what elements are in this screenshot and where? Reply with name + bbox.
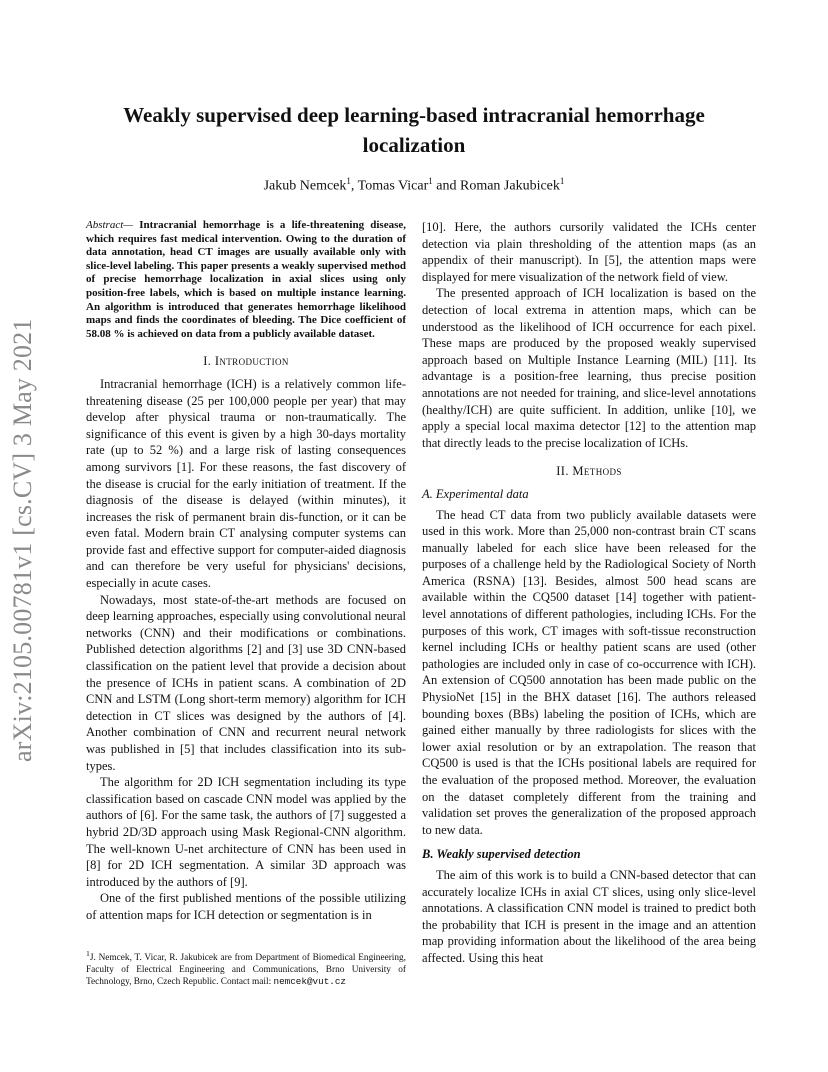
abstract-label: Abstract— [86, 219, 134, 231]
affiliation-mark: 1 [559, 176, 565, 186]
footnote-text: J. Nemcek, T. Vicar, R. Jakubicek are from Department of Biomedical Engineering, Faculty of Electrical Engineering and Communications, Brno University of Technology, Brno, Czech Republic. Contact mail: [86, 953, 406, 987]
paragraph: The algorithm for 2D ICH segmentation including its type classification based on cascade CNN model was applied by the authors of [6]. For the same task, the authors of [7] suggested a hybrid 2D/3D approach using Mask Regional-CNN algorithm. The well-known U-net architecture of CNN has been used in [8] for 2D ICH segmentation. A similar 3D approach was introduced by the authors of [9]. [86, 775, 406, 889]
affiliation-footnote [86, 948, 406, 988]
paragraph: Nowadays, most state-of-the-art methods are focused on deep learning approaches, especially using convolutional neural networks (CNN) and their modifications or combinations. Published detection algorithms [2] and [3] use 3D CNN-based classification on the patient level that provide a decision about the presence of ICHs in patient scans. A combination of 2D CNN and LSTM (Long short-term memory) algorithm for ICH detection in CT slices was designed by the authors of [4]. Another combination of CNN and recurrent neural network was published in [5] that includes classification into its sub-types. [86, 592, 406, 773]
subsection-heading: B. Weakly supervised detection [422, 847, 581, 862]
paragraph: [10]. Here, the authors cursorily validated the ICHs center detection via plain thresholding of the attention maps (as an appendix of their manuscript). In [5], the attention maps were displayed for mere visualization of the network field of view. [422, 220, 756, 284]
arxiv-identifier: arXiv:2105.00781v1 [cs.CV] 3 May 2021 [8, 318, 37, 762]
paragraph: The head CT data from two publicly available datasets were used in this work. More than 25,000 non-contrast brain CT scans manually labeled for each slice have been released for the purposes of a challenge held by the Radiological Society of North America (RSNA) [13]. Besides, almost 500 head scans are available within the CQ500 dataset [14] together with patient-level annotations of different pathologies, including ICHs. For the purposes of this work, CT images with soft-tissue reconstruction kernel including ICHs or healthy patient scans are used (other pathologies are included only in case of co-occurrence with ICH). An extension of CQ500 annotation has been made public on the PhysioNet [15] in the BHX dataset [16]. The authors released bounding boxes (BBs) labeling the position of ICHs, which are gained either manually by three radiologists for slices with the lower axial resolution or by an extrapolation. The reason that CQ500 is used is that the ICHs positional labels are required for the evaluation of the proposed method. Moreover, the evaluation on the dataset completely different from the training and validation set proves the generalization of the proposed approach to new data. [422, 507, 756, 837]
paragraph: Intracranial hemorrhage (ICH) is a relatively common life-threatening disease (25 per 100,000 people per year) that may develop after physical trauma or non-traumatically. The significance of this event is given by a high 30-days mortality rate (up to 52 %) and a large risk of lasting consequences among survivors [1]. For these reasons, the fast discovery of the disease is crucial for the early initiation of treatment. If the diagnosis of the disease is delayed (within minutes), it increases the risk of permanent brain dis-function, or it can be even fatal. Modern brain CT analysing computer systems can provide fast and effective support for computer-aided diagnosis and can therefore be very useful for physicians' decisions, especially in acute cases. [86, 376, 406, 591]
affiliation-mark: 1 [428, 176, 433, 186]
author-list [90, 176, 738, 195]
author-name: Jakub Nemcek [263, 178, 347, 194]
left-column [86, 219, 406, 924]
subsection-heading: A. Experimental data [422, 486, 529, 501]
contact-email[interactable]: nemcek@vut.cz [273, 975, 347, 987]
abstract-text: Intracranial hemorrhage is a life-threatening disease, which requires fast medical intervention. Owing to the duration of data annotation, head CT images are usually available only with slice-level labeling. This paper presents a weakly supervised method of precise hemorrhage localization in axial slices using only position-free labels, which is based on multiple instance learning. An algorithm is introduced that generates hemorrhage likelihood maps and finds the coordinates of bleeding. The Dice coefficient of 58.08 % is achieved on data from a publicly available dataset. [86, 219, 406, 340]
section-heading-methods: II. Methods [556, 464, 622, 479]
paper-title: Weakly supervised deep learning-based intracranial hemorrhage localization [123, 103, 705, 157]
paragraph: The aim of this work is to build a CNN-based detector that can accurately localize ICHs in axial CT slices, using only slice-level annotations. A classification CNN model is trained to predict both the probability that ICH is present in the image and an attention map providing information about the likelihood of the area being affected. Using this heat [422, 867, 756, 965]
footnote-mark: 1 [86, 949, 90, 958]
author-name: and Roman Jakubicek [432, 178, 560, 194]
abstract [86, 219, 406, 341]
author-name: , Tomas Vicar [350, 178, 429, 194]
section-heading-introduction: I. Introduction [203, 354, 289, 369]
paragraph: The presented approach of ICH localization is based on the detection of local extrema in attention maps, which can be understood as the likelihood of ICH occurrence for each pixel. These maps are produced by the proposed weakly supervised approach based on Multiple Instance Learning (MIL) [11]. Its advantage is a position-free learning, thus precise position annotations are not needed for training, and slice-level annotations (healthy/ICH) are quite sufficient. In addition, unlike [10], we apply a special local maxima detector [12] to the attention map that directly leads to the precise localization of ICHs. [422, 286, 756, 450]
paragraph: One of the first published mentions of the possible utilizing of attention maps for ICH detection or segmentation is in [86, 891, 406, 922]
right-column [422, 219, 756, 967]
affiliation-mark: 1 [346, 176, 351, 186]
